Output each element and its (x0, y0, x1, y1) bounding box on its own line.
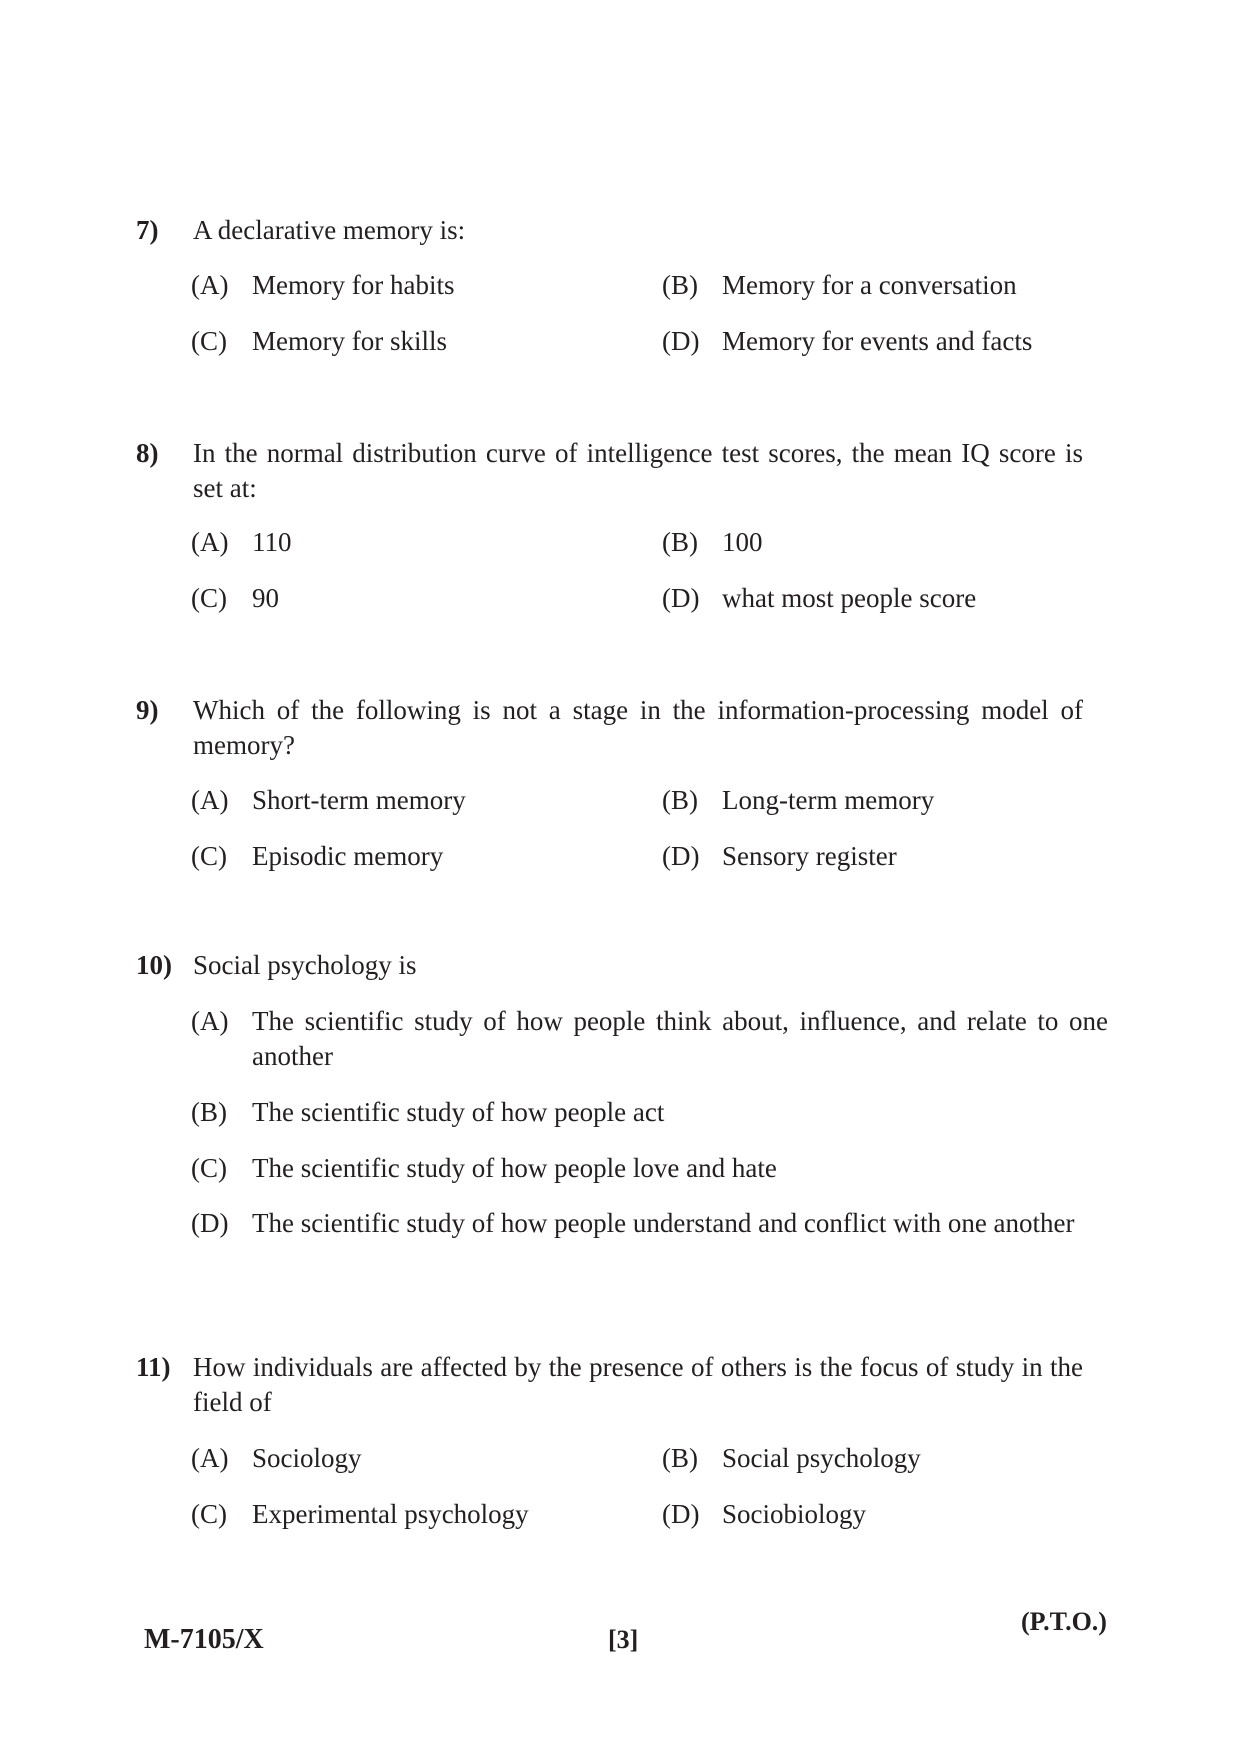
option-letter: (C) (191, 1499, 227, 1529)
option-letter: (C) (191, 841, 227, 871)
option-letter: (B) (662, 270, 698, 300)
option-letter: (B) (662, 785, 698, 815)
option-letter: (B) (191, 1097, 227, 1127)
question-number: 7) (136, 215, 159, 245)
please-turn-over: (P.T.O.) (1021, 1607, 1107, 1636)
option-text: 110 (252, 527, 292, 557)
question-number: 10) (136, 950, 172, 980)
page-number: [3] (608, 1625, 639, 1654)
option-text: Long-term memory (722, 785, 935, 815)
question-text: Social psychology is (193, 950, 417, 980)
option-letter: (C) (191, 583, 227, 613)
option-text: Memory for habits (252, 270, 455, 300)
question-text: In the normal distribution curve of intelligence test scores, the mean IQ score is set at: (193, 438, 1083, 503)
option-text: The scientific study of how people think about, influence, and relate to one another (252, 1006, 1108, 1071)
option-text: Memory for events and facts (722, 326, 1033, 356)
option-letter: (D) (191, 1208, 229, 1238)
option-letter: (A) (191, 270, 229, 300)
question-text: A declarative memory is: (193, 215, 466, 245)
option-letter: (D) (662, 1499, 700, 1529)
option-letter: (D) (662, 326, 700, 356)
question-number: 11) (136, 1352, 171, 1382)
option-letter: (C) (191, 1153, 227, 1183)
option-letter: (D) (662, 583, 700, 613)
option-letter: (A) (191, 785, 229, 815)
option-letter: (C) (191, 326, 227, 356)
option-letter: (A) (191, 1006, 229, 1036)
option-text: Sociology (252, 1443, 362, 1473)
option-letter: (D) (662, 841, 700, 871)
option-text: The scientific study of how people understand and conflict with one another (252, 1208, 1075, 1238)
option-text: Sociobiology (722, 1499, 867, 1529)
option-letter: (A) (191, 1443, 229, 1473)
option-text: The scientific study of how people love and hate (252, 1153, 777, 1183)
option-text: Episodic memory (252, 841, 444, 871)
option-text: Short-term memory (252, 785, 466, 815)
question-number: 9) (136, 695, 159, 725)
option-text: 90 (252, 583, 279, 613)
option-text: what most people score (722, 583, 977, 613)
paper-code: M-7105/X (144, 1624, 264, 1655)
option-text: The scientific study of how people act (252, 1097, 665, 1127)
option-text: Memory for a conversation (722, 270, 1017, 300)
option-letter: (B) (662, 1443, 698, 1473)
question-text: Which of the following is not a stage in the information-processing model of memory? (193, 695, 1083, 760)
option-text: 100 (722, 527, 763, 557)
option-text: Memory for skills (252, 326, 447, 356)
option-text: Sensory register (722, 841, 897, 871)
option-letter: (B) (662, 527, 698, 557)
question-number: 8) (136, 438, 159, 468)
option-letter: (A) (191, 527, 229, 557)
question-text: How individuals are affected by the presence of others is the focus of study in the field of (193, 1352, 1083, 1417)
option-text: Social psychology (722, 1443, 921, 1473)
option-text: Experimental psychology (252, 1499, 529, 1529)
